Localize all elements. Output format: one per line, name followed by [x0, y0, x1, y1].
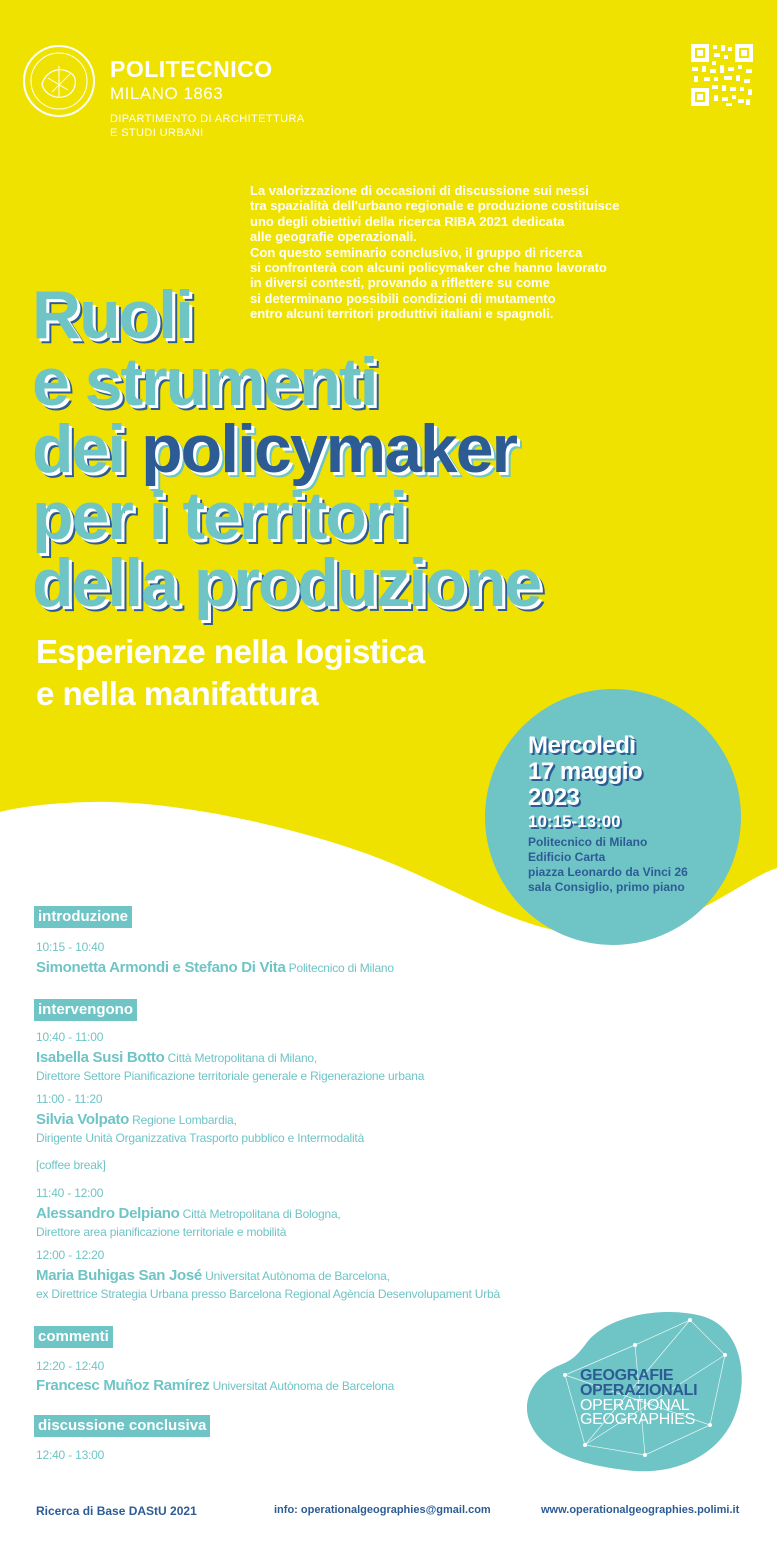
institution-city-year: MILANO 1863 — [110, 84, 224, 103]
speaker-entry — [36, 1049, 317, 1067]
project-logo-line-1: GEOGRAFIE — [580, 1367, 674, 1384]
title-dei: dei — [32, 411, 142, 487]
intro-line: La valorizzazione di occasioni di discussione sui nessi — [250, 183, 589, 198]
intro-line: si determinano possibili condizioni di mutamento — [250, 290, 556, 306]
intro-line: si confronterà con alcuni policymaker che hanno lavorato — [250, 260, 607, 276]
slot-time: 10:15 - 10:40 — [36, 940, 105, 954]
title-line-4: per i territori — [32, 478, 407, 554]
slot-time: 12:00 - 12:20 — [36, 1248, 105, 1262]
intro-line: Con questo seminario conclusivo, il gruppo di ricerca — [250, 244, 583, 260]
slot-time: 11:00 - 11:20 — [36, 1092, 103, 1106]
title-line-5: della produzione — [32, 545, 541, 621]
slot-time: 12:20 - 12:40 — [36, 1359, 105, 1373]
venue-line-2: Edificio Carta — [528, 850, 606, 864]
speaker-role: Direttore area pianificazione territoriale e mobilità — [36, 1225, 287, 1239]
slot-time: 11:40 - 12:00 — [36, 1186, 104, 1200]
speaker-affiliation: Universitat Autònoma de Barcelona, — [201, 1269, 390, 1283]
coffee-break: [coffee break] — [36, 1158, 106, 1172]
footer-email-link[interactable]: info: operationalgeographies@gmail.com — [274, 1504, 491, 1516]
intro-line: uno degli obiettivi della ricerca RIBA 2021 dedicata — [250, 213, 565, 229]
speaker-affiliation: Regione Lombardia, — [129, 1113, 237, 1127]
section-label-discussione-conclusiva: discussione conclusiva — [34, 1415, 210, 1437]
speaker-entry — [36, 1205, 341, 1223]
qr-code-icon[interactable] — [690, 43, 754, 107]
speaker-affiliation: Città Metropolitana di Milano, — [164, 1051, 318, 1065]
intro-line: tra spazialità dell'urbano regionale e produzione costituisce — [250, 198, 620, 214]
subtitle-line-2: e nella manifattura — [36, 675, 319, 712]
speaker-affiliation: Universitat Autònoma de Barcelona — [209, 1379, 395, 1393]
intro-line: alle geografie operazionali. — [250, 229, 417, 245]
department-line-2: E STUDI URBANI — [110, 127, 204, 139]
title-line-1: Ruoli — [32, 277, 192, 353]
title-policymaker: policymaker — [141, 411, 517, 487]
speaker-name: Francesc Muñoz Ramírez — [36, 1377, 210, 1394]
section-label-commenti: commenti — [34, 1326, 113, 1348]
speaker-entry — [36, 1377, 394, 1395]
speaker-role: Dirigente Unità Organizzativa Trasporto pubblico e Intermodalità — [36, 1131, 365, 1145]
project-logo-line-2: OPERAZIONALI — [580, 1382, 698, 1399]
slot-time: 12:40 - 13:00 — [36, 1448, 105, 1462]
speaker-name: Simonetta Armondi e Stefano Di Vita — [36, 959, 286, 976]
event-time: 10:15-13:00 — [528, 812, 621, 831]
speaker-name: Alessandro Delpiano — [36, 1205, 180, 1222]
institution-name: POLITECNICO — [110, 56, 273, 82]
speaker-affiliation: Politecnico di Milano — [285, 961, 394, 975]
title-line-2: e strumenti — [32, 344, 377, 420]
venue-line-3: piazza Leonardo da Vinci 26 — [528, 865, 688, 879]
intro-line: entro alcuni territori produttivi italiani e spagnoli. — [250, 306, 554, 322]
venue-line-4: sala Consiglio, primo piano — [528, 880, 685, 894]
department-line-1: DIPARTIMENTO DI ARCHITETTURA — [110, 113, 305, 125]
speaker-name: Maria Buhigas San José — [36, 1267, 202, 1284]
footer-research: Ricerca di Base DAStU 2021 — [36, 1504, 197, 1518]
section-label-introduzione: introduzione — [34, 906, 132, 928]
slot-time: 10:40 - 11:00 — [36, 1030, 104, 1044]
event-day-month: 17 maggio — [528, 758, 643, 785]
intro-line: in diversi contesti, provando a riflettere su come — [250, 275, 550, 291]
speaker-affiliation: Città Metropolitana di Bologna, — [179, 1207, 341, 1221]
section-label-intervengono: intervengono — [34, 999, 137, 1021]
venue-line-1: Politecnico di Milano — [528, 835, 648, 849]
speaker-entry — [36, 1267, 390, 1285]
event-year: 2023 — [528, 784, 580, 811]
speaker-role: ex Direttrice Strategia Urbana presso Barcelona Regional Agència Desenvolupament Urbà — [36, 1287, 500, 1301]
speaker-role: Direttore Settore Pianificazione territoriale generale e Rigenerazione urbana — [36, 1069, 425, 1083]
subtitle-line-1: Esperienze nella logistica — [36, 633, 425, 670]
project-logo-line-3: OPERATIONAL — [580, 1397, 690, 1414]
speaker-name: Silvia Volpato — [36, 1111, 130, 1128]
university-seal-icon — [22, 44, 96, 118]
project-logo-line-4: GEOGRAPHIES — [580, 1411, 695, 1428]
title-line-3 — [32, 411, 517, 487]
speaker-entry — [36, 1111, 237, 1129]
speaker-entry — [36, 959, 394, 977]
speaker-name: Isabella Susi Botto — [36, 1049, 165, 1066]
intro-paragraph — [250, 183, 720, 322]
footer-website-link[interactable]: www.operationalgeographies.polimi.it — [541, 1504, 740, 1516]
event-weekday: Mercoledì — [528, 732, 636, 759]
